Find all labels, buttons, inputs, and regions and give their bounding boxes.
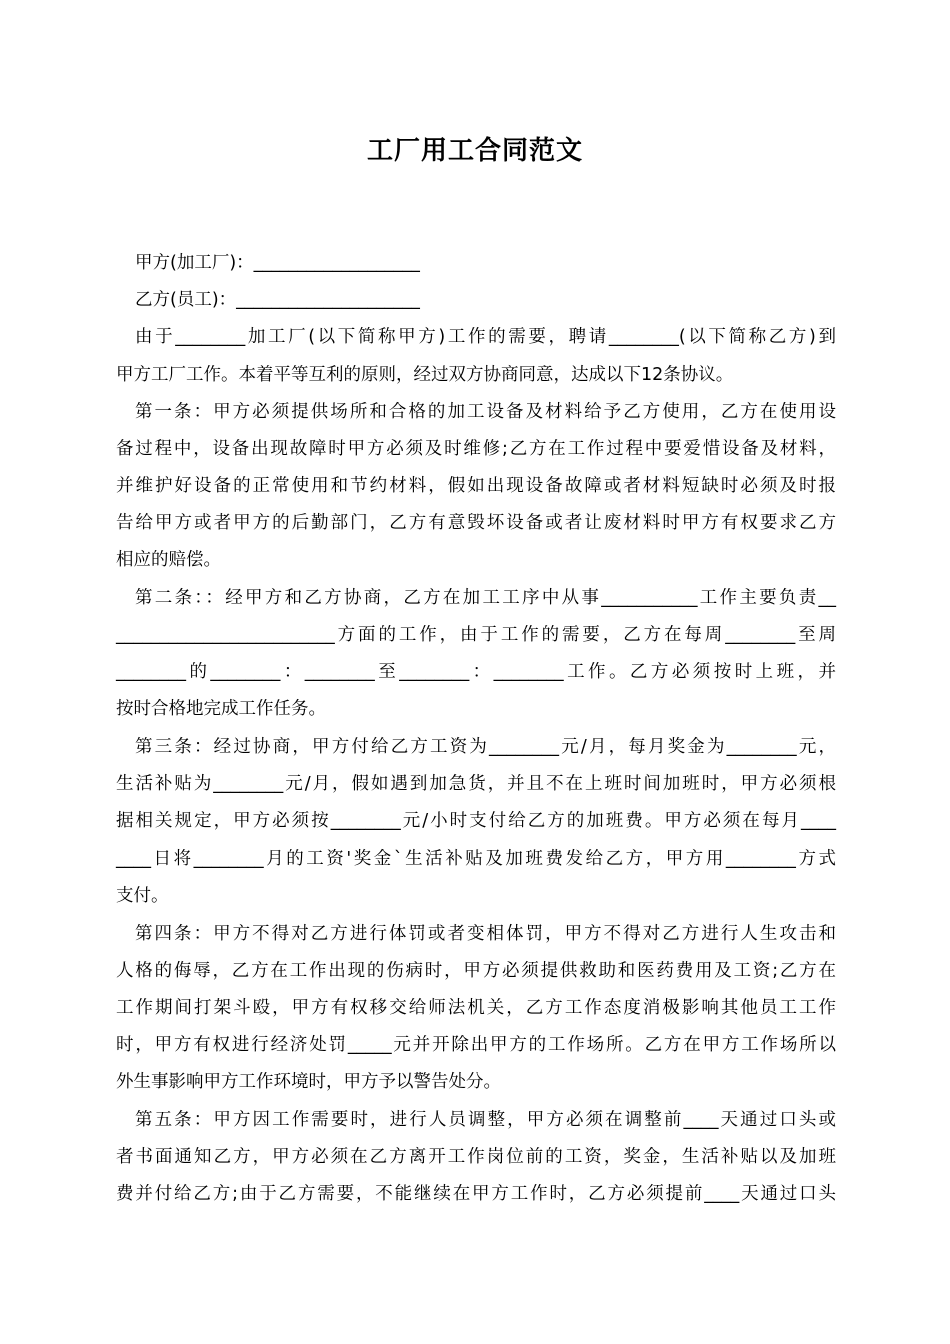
paragraph-line: 由于________加工厂(以下简称甲方)工作的需要，聘请________(以下简称乙方)到	[135, 327, 836, 347]
paragraph-line: ________的________：________至________：________工作。乙方必须按时上班，并	[116, 662, 836, 682]
paragraph-line: 人格的侮辱，乙方在工作出现的伤病时，甲方必须提供救助和医药费用及工资;乙方在	[116, 961, 836, 981]
paragraph-line: 甲方工厂工作。本着平等互利的原则，经过双方协商同意，达成以下12条协议。	[116, 365, 734, 385]
paragraph-line: 外生事影响甲方工作环境时，甲方予以警告处分。	[116, 1072, 501, 1092]
paragraph-line: 第五条：甲方因工作需要时，进行人员调整，甲方必须在调整前____天通过口头或	[135, 1110, 836, 1130]
paragraph-line: 备过程中，设备出现故障时甲方必须及时维修;乙方在工作过程中要爱惜设备及材料，	[116, 439, 836, 459]
paragraph-line: 者书面通知乙方，甲方必须在乙方离开工作岗位前的工资，奖金，生活补贴以及加班	[116, 1147, 836, 1167]
paragraph-line: 第一条：甲方必须提供场所和合格的加工设备及材料给予乙方使用，乙方在使用设	[135, 402, 836, 422]
paragraph-line: 按时合格地完成工作任务。	[116, 699, 326, 719]
paragraph-line: ____日将________月的工资'奖金`生活补贴及加班费发给乙方，甲方用________方式	[116, 849, 836, 869]
party-a-line: 甲方(加工厂)：___________________	[135, 253, 420, 273]
paragraph-line: 第四条：甲方不得对乙方进行体罚或者变相体罚，甲方不得对乙方进行人生攻击和	[135, 924, 836, 944]
paragraph-line: 相应的赔偿。	[116, 550, 221, 570]
paragraph-line: _________________________方面的工作，由于工作的需要，乙方在每周________至周	[116, 625, 836, 645]
paragraph-line: 第二条：：经甲方和乙方协商，乙方在加工工序中从事___________工作主要负责__	[135, 588, 836, 608]
paragraph-line: 时，甲方有权进行经济处罚_____元并开除出甲方的工作场所。乙方在甲方工作场所以	[116, 1035, 836, 1055]
paragraph-line: 费并付给乙方;由于乙方需要，不能继续在甲方工作时，乙方必须提前____天通过口头	[116, 1184, 836, 1204]
paragraph-line: 据相关规定，甲方必须按________元/小时支付给乙方的加班费。甲方必须在每月____	[116, 811, 836, 831]
party-b-line: 乙方(员工)：_____________________	[135, 290, 420, 310]
paragraph-line: 并维护好设备的正常使用和节约材料，假如出现设备故障或者材料短缺时必须及时报	[116, 476, 836, 496]
paragraph-line: 工作期间打架斗殴，甲方有权移交给师法机关，乙方工作态度消极影响其他员工工作	[116, 998, 836, 1018]
paragraph-line: 支付。	[116, 886, 169, 906]
paragraph-line: 告给甲方或者甲方的后勤部门，乙方有意毁坏设备或者让废材料时甲方有权要求乙方	[116, 513, 836, 533]
document-title: 工厂用工合同范文	[366, 136, 583, 166]
paragraph-line: 生活补贴为________元/月，假如遇到加急货，并且不在上班时间加班时，甲方必须根	[116, 774, 836, 794]
paragraph-line: 第三条：经过协商，甲方付给乙方工资为________元/月，每月奖金为________元，	[135, 737, 836, 757]
